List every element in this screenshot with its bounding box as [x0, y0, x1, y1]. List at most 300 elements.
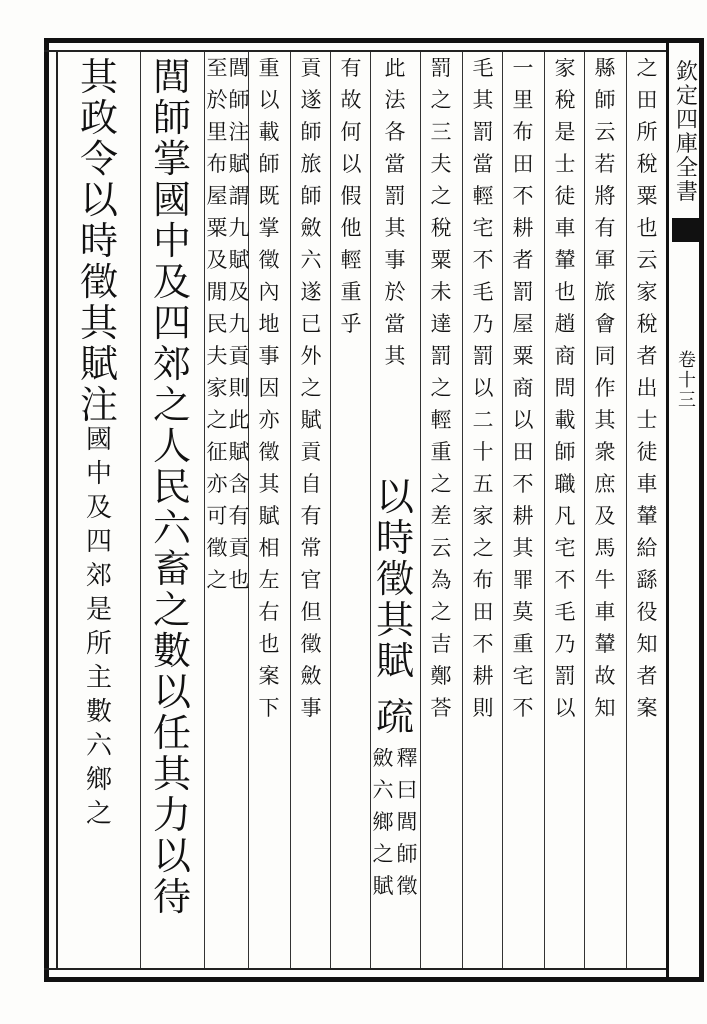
glyph: 宅 — [472, 216, 494, 240]
glyph: 官 — [300, 568, 322, 592]
glyph: 罰 — [472, 120, 494, 144]
glyph: 士 — [554, 152, 576, 176]
glyph: 於 — [384, 280, 406, 304]
glyph: 是 — [85, 595, 112, 625]
glyph: 賦 — [375, 639, 414, 683]
glyph: 輕 — [340, 248, 362, 272]
glyph: 假 — [340, 184, 362, 208]
glyph: 知 — [594, 696, 616, 720]
glyph: 稅 — [636, 152, 658, 176]
glyph: 賦 — [228, 152, 250, 176]
glyph: 以 — [554, 696, 576, 720]
glyph: 家 — [206, 376, 228, 400]
glyph: 云 — [594, 120, 616, 144]
glyph: 數 — [85, 697, 112, 727]
glyph: 斂 — [300, 216, 322, 240]
glyph: 之 — [372, 842, 394, 866]
glyph: 罰 — [512, 280, 534, 304]
glyph: 當 — [384, 152, 406, 176]
glyph: 之 — [430, 376, 452, 400]
glyph: 可 — [206, 504, 228, 528]
glyph: 乎 — [340, 312, 362, 336]
glyph: 作 — [594, 376, 616, 400]
glyph: 粟 — [206, 216, 228, 240]
glyph: 稅 — [430, 216, 452, 240]
glyph: 士 — [636, 408, 658, 432]
glyph: 四 — [152, 301, 191, 345]
glyph: 以 — [152, 834, 191, 878]
glyph: 之 — [430, 88, 452, 112]
glyph: 貢 — [300, 58, 322, 80]
glyph: 載 — [258, 120, 280, 144]
glyph: 賦 — [300, 408, 322, 432]
glyph: 役 — [636, 600, 658, 624]
glyph: 之 — [300, 376, 322, 400]
text-column-large — [372, 698, 418, 748]
glyph: 畜 — [152, 547, 191, 591]
glyph: 六 — [85, 731, 112, 761]
text-column-large — [372, 478, 418, 698]
glyph: 者 — [636, 344, 658, 368]
column-rule — [584, 52, 585, 968]
text-column — [206, 58, 228, 964]
glyph: 則 — [228, 376, 250, 400]
glyph: 郊 — [152, 342, 191, 386]
glyph: 有 — [300, 504, 322, 528]
glyph: 師 — [396, 842, 418, 866]
glyph: 注 — [228, 120, 250, 144]
glyph: 徒 — [636, 440, 658, 464]
glyph: 及 — [206, 248, 228, 272]
glyph: 於 — [206, 88, 228, 112]
glyph: 荅 — [430, 696, 452, 720]
glyph: 徵 — [258, 440, 280, 464]
glyph: 鄭 — [430, 664, 452, 688]
glyph: 已 — [300, 312, 322, 336]
column-rule — [370, 52, 371, 968]
glyph: 職 — [554, 472, 576, 496]
glyph: 師 — [228, 88, 250, 112]
glyph: 若 — [594, 152, 616, 176]
text-column — [376, 58, 414, 478]
glyph: 之 — [152, 588, 191, 632]
glyph: 也 — [258, 632, 280, 656]
glyph: 旅 — [594, 280, 616, 304]
text-column — [628, 58, 666, 964]
glyph: 則 — [472, 696, 494, 720]
glyph: 故 — [340, 88, 362, 112]
glyph: 車 — [594, 600, 616, 624]
glyph: 外 — [300, 344, 322, 368]
glyph: 重 — [258, 58, 280, 80]
column-rule — [290, 52, 291, 968]
glyph: 車 — [636, 472, 658, 496]
glyph: 罰 — [554, 664, 576, 688]
glyph: 者 — [512, 248, 534, 272]
glyph: 馬 — [594, 536, 616, 560]
glyph: 家 — [636, 280, 658, 304]
glyph: 貢 — [228, 536, 250, 560]
glyph: 人 — [152, 424, 191, 468]
glyph: 乃 — [472, 312, 494, 336]
glyph: 以 — [512, 408, 534, 432]
glyph: 貢 — [228, 344, 250, 368]
margin-fishtail — [672, 218, 702, 242]
glyph: 之 — [430, 184, 452, 208]
glyph: 牛 — [594, 568, 616, 592]
glyph: 達 — [430, 312, 452, 336]
glyph: 會 — [594, 312, 616, 336]
text-column — [422, 58, 460, 964]
glyph: 田 — [512, 152, 534, 176]
glyph: 以 — [340, 152, 362, 176]
glyph: 因 — [258, 376, 280, 400]
glyph: 中 — [152, 219, 191, 263]
glyph: 斂 — [372, 748, 394, 770]
glyph: 布 — [512, 120, 534, 144]
glyph: 軍 — [594, 248, 616, 272]
glyph: 至 — [206, 58, 228, 80]
glyph: 其 — [79, 301, 118, 345]
glyph: 屋 — [206, 184, 228, 208]
glyph: 賦 — [228, 248, 250, 272]
glyph: 差 — [430, 504, 452, 528]
glyph: 及 — [85, 493, 112, 523]
inner-rule-top — [44, 50, 666, 52]
glyph: 鄉 — [372, 810, 394, 834]
glyph: 其 — [384, 216, 406, 240]
glyph: 常 — [300, 536, 322, 560]
glyph: 給 — [636, 536, 658, 560]
glyph: 閭 — [396, 810, 418, 834]
glyph: 之 — [636, 58, 658, 80]
glyph: 時 — [79, 219, 118, 263]
glyph: 里 — [206, 120, 228, 144]
text-column — [546, 58, 584, 964]
glyph: 凡 — [554, 504, 576, 528]
glyph: 重 — [340, 280, 362, 304]
glyph: 師 — [258, 152, 280, 176]
glyph: 載 — [554, 408, 576, 432]
glyph: 不 — [472, 632, 494, 656]
glyph: 罰 — [430, 58, 452, 80]
glyph: 車 — [554, 216, 576, 240]
glyph: 以 — [152, 670, 191, 714]
glyph: 下 — [258, 696, 280, 720]
glyph: 自 — [300, 472, 322, 496]
glyph: 相 — [258, 536, 280, 560]
glyph: 所 — [636, 120, 658, 144]
glyph: 耕 — [472, 664, 494, 688]
glyph: 屋 — [512, 312, 534, 336]
glyph: 云 — [636, 248, 658, 272]
glyph: 閭 — [228, 58, 250, 80]
glyph: 左 — [258, 568, 280, 592]
glyph: 徒 — [554, 184, 576, 208]
glyph: 地 — [258, 312, 280, 336]
glyph: 毛 — [554, 600, 576, 624]
glyph: 閭 — [152, 58, 191, 99]
glyph: 其 — [512, 536, 534, 560]
glyph: 問 — [554, 376, 576, 400]
glyph: 布 — [472, 568, 494, 592]
glyph: 三 — [678, 390, 696, 411]
text-column — [586, 58, 624, 964]
glyph: 釋 — [396, 748, 418, 770]
annotation-column — [372, 748, 394, 948]
glyph: 有 — [228, 504, 250, 528]
column-rule — [502, 52, 503, 968]
glyph: 師 — [152, 96, 191, 140]
glyph: 之 — [430, 472, 452, 496]
glyph: 粟 — [430, 248, 452, 272]
glyph: 也 — [228, 568, 250, 592]
glyph: 以 — [472, 376, 494, 400]
glyph: 粟 — [512, 344, 534, 368]
glyph: 其 — [375, 598, 414, 642]
glyph: 事 — [258, 344, 280, 368]
glyph: 田 — [512, 440, 534, 464]
glyph: 中 — [85, 459, 112, 489]
glyph: 徵 — [258, 248, 280, 272]
glyph: 貢 — [300, 440, 322, 464]
glyph: 知 — [636, 632, 658, 656]
text-column-large — [142, 58, 202, 964]
glyph: 罰 — [430, 344, 452, 368]
glyph: 師 — [594, 88, 616, 112]
glyph: 欽 — [675, 60, 698, 85]
glyph: 其 — [384, 344, 406, 368]
glyph: 賦 — [228, 440, 250, 464]
glyph: 其 — [152, 752, 191, 796]
glyph: 之 — [206, 568, 228, 592]
glyph: 耕 — [512, 504, 534, 528]
glyph: 毛 — [472, 280, 494, 304]
glyph: 出 — [636, 376, 658, 400]
glyph: 民 — [206, 312, 228, 336]
glyph: 三 — [430, 120, 452, 144]
glyph: 事 — [300, 696, 322, 720]
glyph: 粟 — [636, 184, 658, 208]
glyph: 庫 — [675, 132, 698, 157]
glyph: 力 — [152, 793, 191, 837]
column-rule — [544, 52, 545, 968]
glyph: 師 — [554, 440, 576, 464]
glyph: 之 — [430, 600, 452, 624]
annotation-column — [396, 748, 418, 948]
glyph: 遂 — [300, 88, 322, 112]
glyph: 亦 — [206, 472, 228, 496]
glyph: 田 — [472, 600, 494, 624]
text-column — [332, 58, 370, 964]
glyph: 鄉 — [85, 765, 112, 795]
glyph: 有 — [340, 58, 362, 80]
glyph: 宅 — [512, 664, 534, 688]
glyph: 政 — [79, 96, 118, 140]
glyph: 有 — [594, 216, 616, 240]
glyph: 卷 — [678, 350, 696, 371]
glyph: 定 — [675, 84, 698, 109]
glyph: 師 — [300, 184, 322, 208]
inner-rule-left — [56, 50, 58, 970]
glyph: 此 — [228, 408, 250, 432]
glyph: 之 — [472, 536, 494, 560]
glyph: 及 — [228, 280, 250, 304]
glyph: 布 — [206, 152, 228, 176]
glyph: 四 — [85, 527, 112, 557]
page-margin — [669, 52, 705, 982]
glyph: 以 — [258, 88, 280, 112]
glyph: 乃 — [554, 632, 576, 656]
glyph: 衆 — [594, 440, 616, 464]
glyph: 一 — [512, 58, 534, 80]
glyph: 以 — [79, 178, 118, 222]
glyph: 其 — [472, 88, 494, 112]
glyph: 四 — [675, 108, 698, 133]
glyph: 罪 — [512, 568, 534, 592]
glyph: 輕 — [430, 408, 452, 432]
glyph: 民 — [152, 465, 191, 509]
glyph: 家 — [554, 58, 576, 80]
glyph: 夫 — [430, 152, 452, 176]
glyph: 也 — [636, 216, 658, 240]
margin-title — [676, 62, 698, 206]
glyph: 所 — [85, 629, 112, 659]
column-rule — [462, 52, 463, 968]
glyph: 遂 — [300, 280, 322, 304]
glyph: 六 — [300, 248, 322, 272]
glyph: 輦 — [636, 504, 658, 528]
glyph: 吉 — [430, 632, 452, 656]
glyph: 內 — [258, 280, 280, 304]
glyph: 各 — [384, 120, 406, 144]
glyph: 不 — [472, 248, 494, 272]
glyph: 徵 — [396, 874, 418, 898]
margin-volume — [678, 352, 696, 412]
glyph: 書 — [675, 180, 698, 205]
glyph: 罰 — [384, 184, 406, 208]
glyph: 六 — [372, 778, 394, 802]
glyph: 耕 — [512, 216, 534, 240]
glyph: 是 — [554, 120, 576, 144]
glyph: 及 — [594, 504, 616, 528]
glyph: 二 — [472, 408, 494, 432]
glyph: 師 — [300, 120, 322, 144]
glyph: 夫 — [206, 344, 228, 368]
glyph: 時 — [375, 516, 414, 560]
glyph: 但 — [300, 600, 322, 624]
glyph: 不 — [512, 696, 534, 720]
glyph: 家 — [472, 504, 494, 528]
glyph: 縣 — [594, 58, 616, 80]
text-column — [228, 58, 250, 964]
glyph: 庶 — [594, 472, 616, 496]
glyph: 斂 — [300, 664, 322, 688]
glyph: 不 — [554, 568, 576, 592]
glyph: 事 — [384, 248, 406, 272]
column-rule — [330, 52, 331, 968]
glyph: 其 — [258, 472, 280, 496]
glyph: 疏 — [375, 698, 414, 739]
glyph: 將 — [594, 184, 616, 208]
text-column — [250, 58, 288, 964]
glyph: 十 — [472, 440, 494, 464]
glyph: 重 — [430, 440, 452, 464]
glyph: 案 — [636, 696, 658, 720]
glyph: 稅 — [636, 312, 658, 336]
glyph: 之 — [206, 408, 228, 432]
glyph: 何 — [340, 120, 362, 144]
glyph: 云 — [430, 536, 452, 560]
glyph: 賦 — [79, 342, 118, 386]
glyph: 稅 — [554, 88, 576, 112]
annotation-block — [372, 748, 418, 968]
glyph: 莫 — [512, 600, 534, 624]
glyph: 為 — [430, 568, 452, 592]
glyph: 既 — [258, 184, 280, 208]
glyph: 其 — [79, 58, 118, 99]
glyph: 九 — [228, 312, 250, 336]
text-column — [504, 58, 542, 964]
glyph: 徵 — [375, 557, 414, 601]
glyph: 未 — [430, 280, 452, 304]
glyph: 徵 — [79, 260, 118, 304]
glyph: 征 — [206, 440, 228, 464]
glyph: 也 — [554, 280, 576, 304]
column-rule — [204, 52, 205, 968]
column-rule — [420, 52, 421, 968]
glyph: 掌 — [152, 137, 191, 181]
glyph: 商 — [554, 344, 576, 368]
glyph: 徵 — [300, 632, 322, 656]
glyph: 之 — [85, 799, 112, 829]
glyph: 重 — [512, 632, 534, 656]
text-column-mixed — [60, 58, 138, 964]
glyph: 不 — [512, 184, 534, 208]
glyph: 田 — [636, 88, 658, 112]
column-rule — [626, 52, 627, 968]
glyph: 及 — [152, 260, 191, 304]
glyph: 亦 — [258, 408, 280, 432]
glyph: 掌 — [258, 216, 280, 240]
glyph: 故 — [594, 664, 616, 688]
glyph: 全 — [675, 156, 698, 181]
glyph: 不 — [512, 472, 534, 496]
glyph: 罰 — [472, 344, 494, 368]
glyph: 當 — [472, 152, 494, 176]
glyph: 里 — [512, 88, 534, 112]
glyph: 注 — [79, 383, 118, 427]
glyph: 謂 — [228, 184, 250, 208]
glyph: 含 — [228, 472, 250, 496]
column-rule — [140, 52, 141, 968]
glyph: 輦 — [594, 632, 616, 656]
glyph: 繇 — [636, 568, 658, 592]
glyph: 國 — [85, 425, 112, 455]
glyph: 右 — [258, 600, 280, 624]
glyph: 旅 — [300, 152, 322, 176]
glyph: 數 — [152, 629, 191, 673]
glyph: 案 — [258, 664, 280, 688]
text-column — [464, 58, 502, 964]
glyph: 當 — [384, 312, 406, 336]
glyph: 郊 — [85, 561, 112, 591]
glyph: 國 — [152, 178, 191, 222]
glyph: 閒 — [206, 280, 228, 304]
glyph: 徵 — [206, 536, 228, 560]
glyph: 令 — [79, 137, 118, 181]
glyph: 以 — [375, 478, 414, 519]
